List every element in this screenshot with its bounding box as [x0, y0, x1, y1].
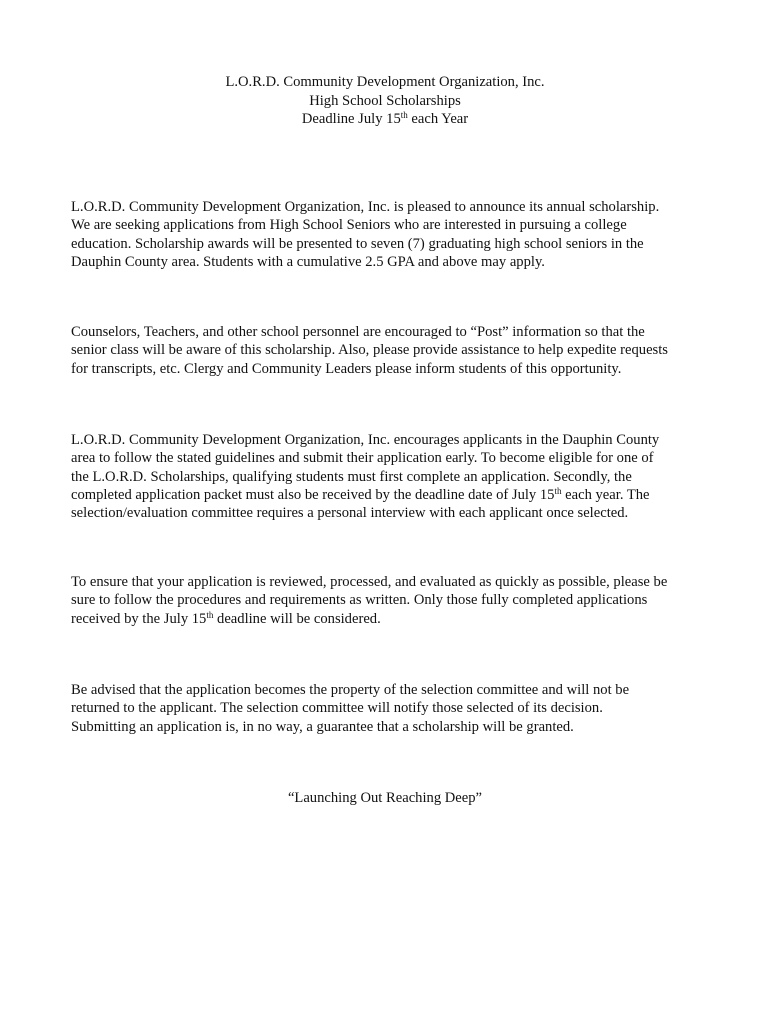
paragraph-announcement	[71, 198, 711, 271]
paragraph-line: To ensure that your application is reviewed, processed, and evaluated as quickly as possible, please be	[71, 574, 668, 590]
paragraph-counselors	[71, 323, 711, 378]
line-superscript: th	[206, 609, 214, 620]
paragraph-line: area to follow the stated guidelines and submit their application early. To become eligible for one of	[71, 450, 654, 467]
deadline-superscript: th	[400, 110, 408, 121]
paragraph-line: L.O.R.D. Community Development Organization, Inc. is pleased to announce its annual scholarship.	[71, 199, 660, 215]
paragraph-line: Dauphin County area. Students with a cumulative 2.5 GPA and above may apply.	[71, 253, 545, 270]
paragraph-line: Counselors, Teachers, and other school personnel are encouraged to “Post” information so that the	[71, 324, 645, 340]
paragraph-line: selection/evaluation committee requires a personal interview with each applicant once selected.	[71, 505, 629, 522]
document-header	[0, 73, 770, 129]
paragraph-line: for transcripts, etc. Clergy and Community Leaders please inform students of this opportunity.	[71, 360, 622, 377]
paragraph-disclaimer	[71, 681, 711, 736]
paragraph-line	[71, 610, 711, 628]
paragraph-line: We are seeking applications from High School Seniors who are interested in pursuing a college	[71, 217, 627, 234]
paragraph-line: senior class will be aware of this scholarship. Also, please provide assistance to help expedite requests	[71, 342, 668, 359]
paragraph-line: Be advised that the application becomes the property of the selection committee and will not be	[71, 682, 630, 698]
line-prefix: received by the July 15	[71, 610, 207, 627]
paragraph-line: L.O.R.D. Community Development Organization, Inc. encourages applicants in the Dauphin County	[71, 432, 660, 448]
line-suffix: deadline will be considered.	[213, 610, 381, 627]
paragraph-line: returned to the applicant. The selection committee will notify those selected of its decision.	[71, 700, 603, 717]
deadline-suffix: each Year	[407, 111, 469, 128]
paragraph-line: education. Scholarship awards will be presented to seven (7) graduating high school seniors in the	[71, 235, 644, 252]
paragraph-line	[71, 486, 711, 504]
deadline-prefix: Deadline July 15	[301, 111, 401, 128]
line-superscript: th	[554, 485, 562, 496]
paragraph-procedures	[71, 573, 711, 628]
deadline-line	[0, 110, 770, 129]
line-prefix: completed application packet must also be received by the deadline date of July 15	[71, 486, 555, 503]
motto: “Launching Out Reaching Deep”	[287, 790, 483, 806]
paragraph-line: the L.O.R.D. Scholarships, qualifying students must first complete an application. Secondly, the	[71, 468, 632, 485]
paragraph-line: sure to follow the procedures and requirements as written. Only those fully completed applications	[71, 592, 648, 609]
line-suffix: each year. The	[561, 486, 650, 503]
organization-name: L.O.R.D. Community Development Organization, Inc.	[225, 74, 545, 90]
program-title: High School Scholarships	[309, 92, 461, 109]
paragraph-eligibility	[71, 431, 711, 522]
paragraph-line: Submitting an application is, in no way, a guarantee that a scholarship will be granted.	[71, 718, 574, 735]
